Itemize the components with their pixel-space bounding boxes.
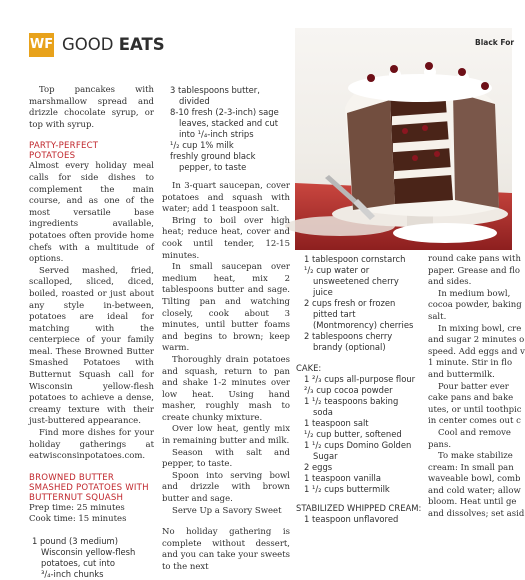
- ingredient-line: 2 cups fresh or frozen: [304, 298, 396, 308]
- heading-line: BUTTERNUT SQUASH: [29, 492, 124, 503]
- text-line: paper. Grease and flo: [428, 265, 521, 276]
- body-text: [428, 254, 525, 521]
- section-heading: [29, 141, 154, 161]
- text-line: and cold water; allow: [428, 485, 521, 496]
- text-line: Cool and remove: [438, 427, 511, 438]
- text-line: 1 minute. Stir in flo: [428, 358, 513, 369]
- text-line: and sugar 2 minutes o: [428, 335, 525, 346]
- text-line: bloom. Heat until ge: [428, 497, 517, 508]
- body-paragraph: Spoon into serving bowl and drizzle with brown butter and sage.: [162, 470, 290, 505]
- ingredient-line: 1 teaspoon vanilla: [304, 473, 381, 483]
- ingredient-line: 1 ¹/₂ teaspoons baking: [304, 396, 399, 406]
- ingredient-line: 2 tablespoons cherry: [304, 331, 393, 341]
- body-paragraph: No holiday gathering is complete without dessert, and you can take your sweets to the next: [162, 527, 290, 572]
- text-line: Pour batter ever: [438, 381, 509, 392]
- ingredient-line: 1 tablespoon cornstarch: [304, 254, 406, 264]
- prep-time: Prep time: 25 minutes: [29, 502, 125, 513]
- cook-time: Cook time: 15 minutes: [29, 514, 127, 525]
- text-line: In mixing bowl, cre: [438, 323, 522, 334]
- ingredient-line: (Montmorency) cherries: [313, 320, 414, 330]
- cake-label: CAKE:: [296, 363, 322, 373]
- subheading: Serve Up a Savory Sweet: [172, 505, 282, 516]
- text-line: salt.: [428, 311, 447, 322]
- body-paragraph: Thoroughly drain potatoes and squash, return to pan and shake 1-2 minutes over low heat. Using hand masher, roughly mash to create chunky mixture.: [162, 354, 290, 423]
- text-line: pans.: [428, 439, 452, 450]
- cake-photo: [295, 28, 515, 250]
- heading-line: PARTY-PERFECT: [29, 141, 99, 152]
- ingredient-line: 1 ¹/₂ cups Domino Golden: [304, 440, 412, 450]
- body-paragraph: Season with salt and pepper, to taste.: [162, 447, 290, 470]
- ingredient-list: [296, 374, 424, 495]
- ingredient-line: into ¹/₄-inch strips: [179, 129, 254, 139]
- body-paragraph: In small saucepan over medium heat, mix 2 tablespoons butter and sage. Tilting pan and watching closely, cook about 3 minutes, until butter foams and begins to brown; keep warm.: [162, 262, 290, 354]
- cream-label: STABILIZED WHIPPED CREAM:: [296, 503, 422, 513]
- text-line: and sides.: [428, 277, 472, 288]
- column-1: [29, 85, 154, 580]
- ingredient-line: freshly ground black: [170, 151, 256, 161]
- ingredient-line: soda: [313, 407, 333, 417]
- black-forest-cake-image: [295, 28, 515, 250]
- body-paragraph: Over low heat, gently mix in remaining butter and milk.: [162, 424, 290, 447]
- heading-line: POTATOES: [29, 151, 76, 162]
- ingredient-line: 2 eggs: [304, 462, 333, 472]
- text-line: utes, or until toothpic: [428, 404, 522, 415]
- intro-paragraph: Top pancakes with marshmallow spread and drizzle chocolate syrup, or top with syrup.: [29, 85, 154, 130]
- text-line: cream: In small pan: [428, 462, 514, 473]
- ingredient-line: 1 ¹/₂ cups buttermilk: [304, 484, 390, 494]
- heading-line: BROWNED BUTTER: [29, 472, 115, 483]
- ingredient-line: Wisconsin yellow-flesh: [41, 547, 136, 557]
- ingredient-line: ²/₃ cup cocoa powder: [304, 385, 393, 395]
- text-line: cocoa powder, baking: [428, 300, 522, 311]
- ingredient-line: ¹/₂ cup butter, softened: [304, 429, 402, 439]
- body-paragraph: In 3-quart saucepan, cover potatoes and squash with water; add 1 teaspoon salt.: [162, 181, 290, 215]
- body-paragraph: Almost every holiday meal calls for side dishes to complement the main course, and as one of the most versatile base ingredients available, potatoes often provide home chefs with a multitude of options.: [29, 161, 154, 265]
- ingredient-line: pitted tart: [313, 309, 356, 319]
- ingredient-line: ¹/₂ cup 1% milk: [170, 140, 234, 150]
- body-paragraph: Served mashed, fried, scalloped, sliced, diced, boiled, roasted or just about any style in-between, potatoes are ideal for matching with the centerpiece of your family meal. These Browned Butter Smashed Potatoes with Butternut Squash call for Wisconsin yellow-flesh potatoes to achieve a dense, creamy texture with their just-buttered appearance.: [29, 265, 154, 427]
- ingredient-line: ¹/₂ cup water or: [304, 265, 370, 275]
- ingredient-line: 1 ²/₃ cups all-purpose flour: [304, 374, 416, 384]
- ingredient-line: divided: [179, 96, 210, 106]
- text-line: cake pans and bake: [428, 393, 514, 404]
- ingredient-line: 8-10 fresh (2-3-inch) sage: [170, 107, 279, 117]
- column-2: [162, 85, 290, 574]
- ingredient-line: Sugar: [313, 451, 338, 461]
- ingredient-line: juice: [313, 287, 333, 297]
- text-line: waveable bowl, comb: [428, 474, 521, 485]
- text-line: speed. Add eggs and v: [428, 346, 525, 357]
- photo-caption: Black For: [475, 38, 515, 47]
- heading-line: SMASHED POTATOES WITH: [29, 482, 149, 493]
- text-line: in center comes out c: [428, 416, 521, 427]
- text-line: round cake pans with: [428, 254, 521, 264]
- text-line: In medium bowl,: [438, 288, 511, 299]
- ingredient-line: potatoes, cut into: [41, 558, 116, 568]
- ingredient-line: 1 pound (3 medium): [32, 536, 118, 546]
- section-title: [62, 34, 165, 56]
- ingredient-line: 3 tablespoons butter,: [170, 85, 260, 95]
- section-title-light: GOOD: [62, 35, 114, 54]
- column-3: [296, 254, 424, 525]
- ingredient-line: ³/₄-inch chunks: [41, 569, 104, 579]
- ingredient-line: brandy (optional): [313, 342, 386, 352]
- text-line: and buttermilk.: [428, 369, 495, 380]
- body-paragraph: Bring to boil over high heat; reduce heat, cover and cook until tender, 12-15 minutes.: [162, 215, 290, 261]
- ingredient-line: unsweetened cherry: [313, 276, 399, 286]
- column-4: [428, 254, 525, 521]
- ingredient-line: leaves, stacked and cut: [179, 118, 279, 128]
- ingredient-list: [29, 536, 154, 580]
- section-title-bold: EATS: [118, 35, 165, 54]
- body-paragraph: Find more dishes for your holiday gatherings at eatwisconsinpotatoes.com.: [29, 428, 154, 462]
- logo-badge: WF: [29, 33, 54, 57]
- ingredient-list: [162, 85, 290, 173]
- ingredient-line: 1 teaspoon salt: [304, 418, 369, 428]
- ingredient-list: [296, 254, 424, 353]
- ingredient-line: 1 teaspoon unflavored: [304, 514, 399, 524]
- text-line: and dissolves; set asid: [428, 509, 525, 520]
- recipe-heading: [29, 473, 154, 503]
- ingredient-line: pepper, to taste: [179, 162, 247, 172]
- text-line: To make stabilize: [438, 451, 513, 462]
